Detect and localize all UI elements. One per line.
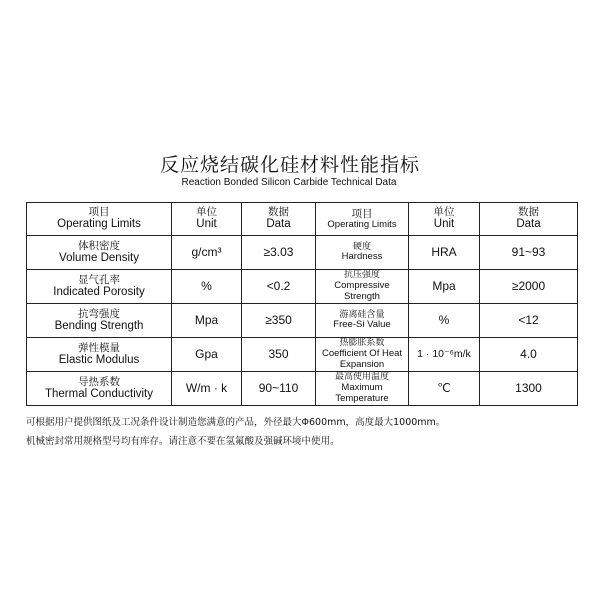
property-unit: Mpa: [172, 304, 242, 338]
property-name: 热膨胀系数 Coefficient Of Heat Expansion: [316, 338, 409, 372]
property-unit: HRA: [409, 236, 480, 270]
title-chinese: 反应烧结碳化硅材料性能指标: [159, 154, 420, 176]
property-unit: %: [409, 304, 480, 338]
property-name: 显气孔率 Indicated Porosity: [27, 270, 172, 304]
property-value: 1300: [480, 372, 578, 406]
property-name: 抗压强度 Compressive Strength: [316, 270, 409, 304]
table-row: [27, 372, 578, 406]
header-item-right: 项目 Operating Limits: [316, 203, 409, 236]
property-name: 体积密度 Volume Density: [27, 236, 172, 270]
property-unit: W/m · k: [172, 372, 242, 406]
property-value: 91~93: [480, 236, 578, 270]
note-custom-manufacturing: 可根据用户提供图纸及工况条件设计制造您满意的产品，外径最大Φ600mm，高度最大1000mm。: [26, 417, 446, 428]
table-row: [27, 270, 578, 304]
property-name: 游离硅含量 Free-Si Value: [316, 304, 409, 338]
table-row: [27, 236, 578, 270]
property-value: 350: [242, 338, 316, 372]
property-name: 最高使用温度 Maximum Temperature: [316, 372, 409, 406]
header-unit: 单位 Unit: [172, 203, 242, 236]
property-value: 90~110: [242, 372, 316, 406]
property-name: 硬度 Hardness: [316, 236, 409, 270]
property-unit: g/cm³: [172, 236, 242, 270]
header-data: 数据 Data: [242, 203, 316, 236]
property-name: 抗弯强度 Bending Strength: [27, 304, 172, 338]
property-value: <0.2: [242, 270, 316, 304]
property-value: ≥350: [242, 304, 316, 338]
table-row: [27, 304, 578, 338]
note-stock-warning: 机械密封常用规格型号均有库存。请注意不要在氢氟酸及强碱环境中使用。: [26, 436, 340, 447]
property-name: 导热系数 Thermal Conductivity: [27, 372, 172, 406]
header-item: 项目 Operating Limits: [27, 203, 172, 236]
property-unit: Gpa: [172, 338, 242, 372]
property-unit: %: [172, 270, 242, 304]
property-unit: Mpa: [409, 270, 480, 304]
table-header-row: [27, 203, 578, 236]
property-name: 弹性模量 Elastic Modulus: [27, 338, 172, 372]
property-value: ≥2000: [480, 270, 578, 304]
title-english: Reaction Bonded Silicon Carbide Technical Data: [181, 177, 397, 188]
header-data-right: 数据 Data: [480, 203, 578, 236]
header-unit-right: 单位 Unit: [409, 203, 480, 236]
property-unit: 1 · 10⁻⁶m/k: [409, 338, 480, 372]
table-row: [27, 338, 578, 372]
property-value: <12: [480, 304, 578, 338]
technical-data-table: [26, 202, 578, 406]
property-value: 4.0: [480, 338, 578, 372]
property-value: ≥3.03: [242, 236, 316, 270]
property-unit: ℃: [409, 372, 480, 406]
